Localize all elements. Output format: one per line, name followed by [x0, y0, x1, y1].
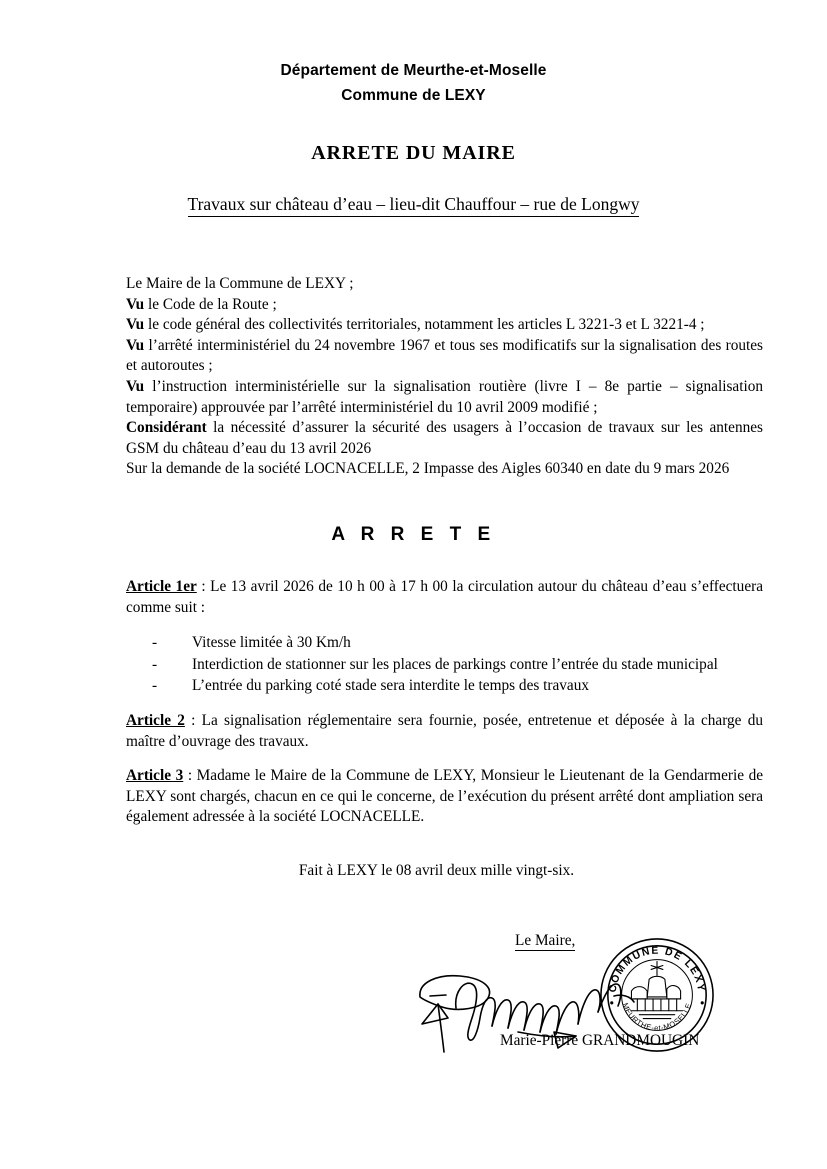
letterhead [0, 58, 827, 108]
list-item [152, 675, 763, 697]
article-1-label: Article 1er [126, 578, 197, 595]
bullet-dash: - [152, 634, 158, 651]
preamble-text: le Code de la Route ; [144, 295, 277, 313]
measure-text: L’entrée du parking coté stade sera interdite le temps des travaux [192, 677, 590, 694]
arrete-heading: A R R E T E [331, 524, 496, 545]
preamble-text: le code général des collectivités territoriales, notamment les articles L 3221-3 et L 3221-4 ; [144, 316, 705, 334]
closing-line: Fait à LEXY le 08 avril deux mille vingt-six. [298, 862, 575, 879]
preamble-line [126, 418, 763, 459]
list-item [152, 632, 763, 654]
article-2 [126, 711, 763, 752]
preamble-line [126, 274, 763, 295]
measure-text: Vitesse limitée à 30 Km/h [192, 634, 351, 651]
signature-block [400, 930, 780, 1060]
article-3-separator: : [183, 767, 193, 784]
preamble-lead: Considérant [126, 419, 207, 437]
article-2-text: La signalisation réglementaire sera fournie, posée, entretenue et déposée à la charge du maître d’ouvrage des travaux. [126, 712, 763, 750]
document-subtitle [0, 194, 827, 217]
article-1-separator: : [196, 578, 206, 595]
preamble-text: l’instruction interministérielle sur la signalisation routière (livre I – 8e partie – signalisation temporaire) approuvée par l’arrêté interministériel du 10 avril 2009 modifié ; [126, 377, 763, 416]
article-1-text: Le 13 avril 2026 de 10 h 00 à 17 h 00 la circulation autour du château d’eau s’effectuera comme suit : [126, 578, 764, 616]
signatory-name: Marie-Pierre GRANDMOUGIN [500, 1032, 700, 1049]
article-3-label: Article 3 [126, 767, 184, 784]
article-1 [126, 577, 763, 618]
preamble-lead: Vu [126, 316, 145, 334]
article-2-label: Article 2 [126, 712, 185, 729]
document-title: ARRETE DU MAIRE [311, 142, 516, 164]
bullet-dash: - [152, 655, 158, 673]
article-3-text: Madame le Maire de la Commune de LEXY, Monsieur le Lieutenant de la Gendarmerie de LEXY sont chargés, chacun en ce qui le concerne, de l’exécution du présent arrêté dont ampliation sera également adressée à la société LOCNACELLE. [126, 767, 764, 826]
preamble-line [126, 377, 763, 418]
measure-text: Interdiction de stationner sur les places de parkings contre l’entrée du stade municipal [192, 655, 718, 673]
bullet-dash: - [152, 677, 158, 694]
preamble-block [126, 274, 763, 480]
letterhead-department: Département de Meurthe-et-Moselle [280, 62, 547, 79]
letterhead-commune: Commune de LEXY [341, 87, 486, 104]
preamble-lead: Vu [126, 377, 145, 395]
stamp-bottom-label: MEURTHE-et-MOSELLE [620, 1001, 694, 1033]
preamble-lead: Vu [126, 336, 145, 354]
preamble-line [126, 315, 763, 336]
preamble-line [126, 295, 763, 316]
preamble-text: Sur la demande de la société LOCNACELLE, 2 Impasse des Aigles 60340 en date du 9 mars 2026 [126, 460, 730, 478]
preamble-lead: Vu [126, 295, 145, 313]
article-2-separator: : [184, 712, 196, 729]
preamble-text: la nécessité d’assurer la sécurité des usagers à l’occasion de travaux sur les antennes GSM du château d’eau du 13 avril 2026 [126, 419, 763, 457]
document-subtitle-text: Travaux sur château d’eau – lieu-dit Chauffour – rue de Longwy [188, 194, 640, 217]
list-item [152, 654, 763, 676]
preamble-text: l’arrêté interministériel du 24 novembre 1967 et tous ses modificatifs sur la signalisation des routes et autoroutes ; [126, 336, 763, 375]
preamble-line [126, 459, 763, 480]
preamble-text: Le Maire de la Commune de LEXY ; [126, 275, 354, 292]
measures-list [152, 632, 763, 697]
article-3 [126, 766, 763, 828]
preamble-line [126, 336, 763, 377]
signature-title: Le Maire, [515, 932, 576, 949]
stamp-top-label: COMMUNE DE LEXY [607, 945, 707, 994]
